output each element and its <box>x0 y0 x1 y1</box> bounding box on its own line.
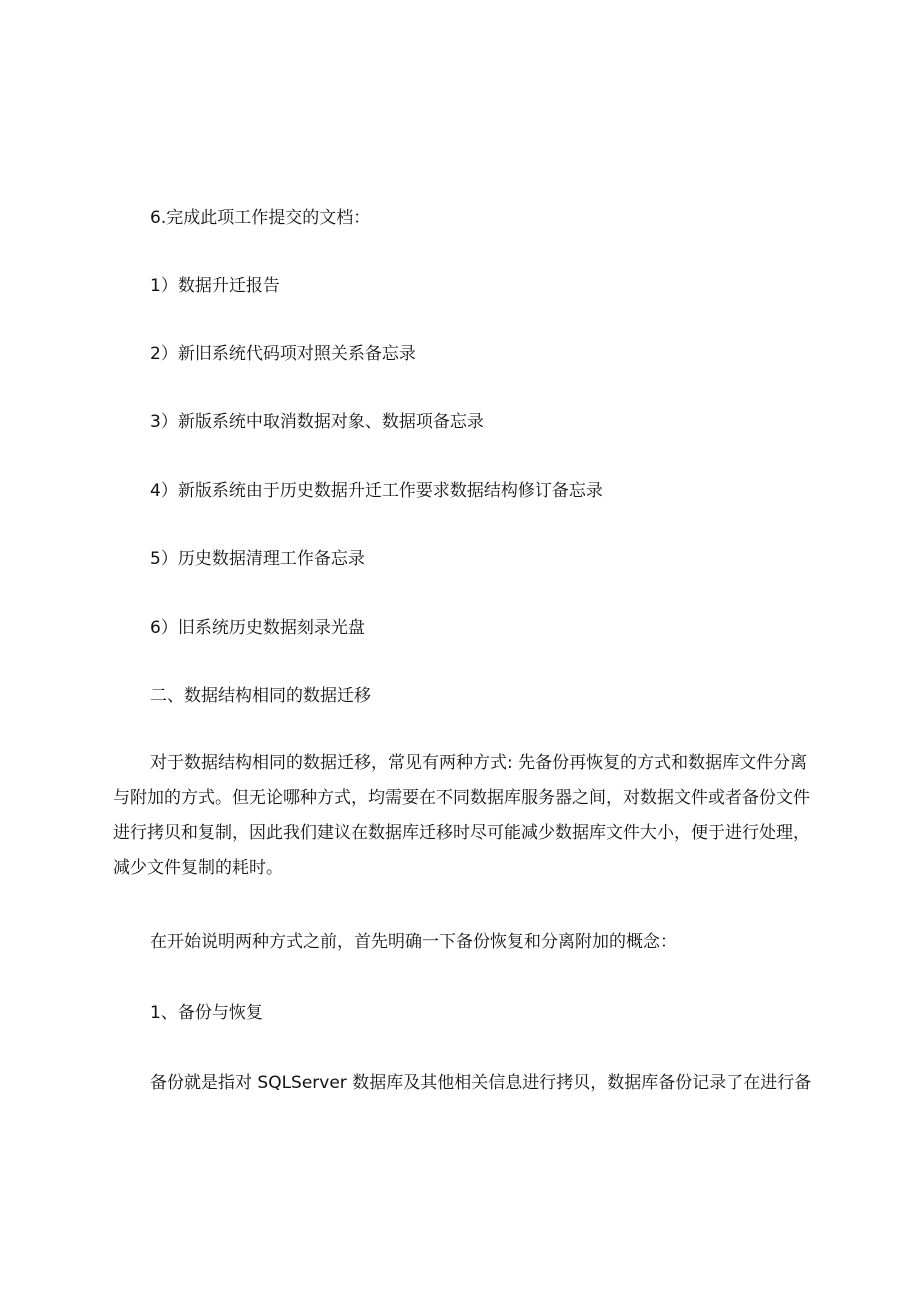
paragraph-backup-definition: 备份就是指对 SQLServer 数据库及其他相关信息进行拷贝，数据库备份记录了在进行备 <box>150 1073 812 1093</box>
paragraph-intro-concepts: 在开始说明两种方式之前，首先明确一下备份恢复和分离附加的概念： <box>150 932 677 952</box>
section-title: 二、数据结构相同的数据迁移 <box>150 686 371 706</box>
docs-heading: 6.完成此项工作提交的文档： <box>150 208 371 228</box>
list-item: 5）历史数据清理工作备忘录 <box>150 549 365 569</box>
list-item: 2）新旧系统代码项对照关系备忘录 <box>150 344 416 364</box>
subsection-title: 1、备份与恢复 <box>150 1003 263 1023</box>
paragraph-line: 与附加的方式。但无论哪种方式，均需要在不同数据库服务器之间，对数据文件或者备份文件 <box>113 788 810 808</box>
list-item: 6）旧系统历史数据刻录光盘 <box>150 618 365 638</box>
list-item: 4）新版系统由于历史数据升迁工作要求数据结构修订备忘录 <box>150 481 603 501</box>
list-item: 3）新版系统中取消数据对象、数据项备忘录 <box>150 412 484 432</box>
list-item: 1）数据升迁报告 <box>150 276 280 296</box>
paragraph-line: 减少文件复制的耗时。 <box>113 858 283 878</box>
paragraph-line: 进行拷贝和复制，因此我们建议在数据库迁移时尽可能减少数据库文件大小，便于进行处理， <box>113 823 810 843</box>
paragraph-data-migration <box>113 746 818 886</box>
paragraph-line: 对于数据结构相同的数据迁移，常见有两种方式: 先备份再恢复的方式和数据库文件分离 <box>150 753 808 773</box>
